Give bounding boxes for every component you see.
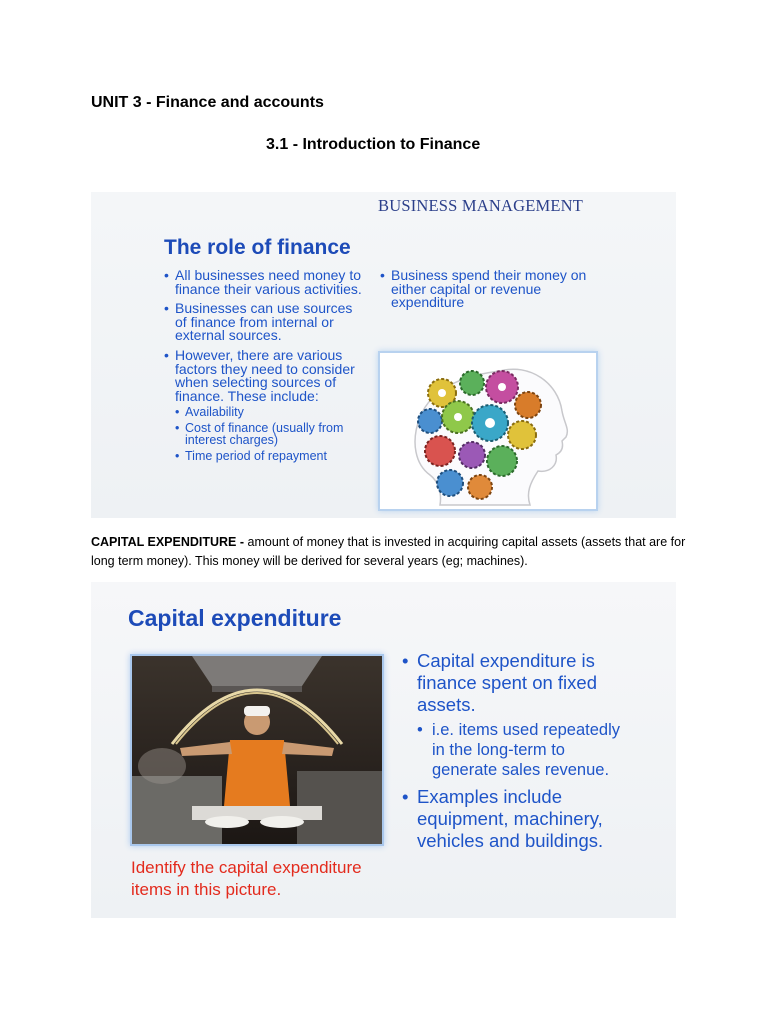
bullet-item xyxy=(164,346,364,463)
chef-photo-illustration xyxy=(132,656,382,844)
bullet-item xyxy=(402,650,632,780)
slide-heading: Capital expenditure xyxy=(128,605,342,631)
bullet-item: • Examples include equipment, machinery, vehicles and buildings. xyxy=(402,786,632,852)
bullet-text: However, there are various factors they need to consider when selecting sources of finance. These include: xyxy=(175,346,355,404)
unit-title: UNIT 3 - Finance and accounts xyxy=(91,94,324,111)
head-gears-illustration xyxy=(380,353,596,509)
capital-expenditure-definition xyxy=(91,533,691,571)
section-title: 3.1 - Introduction to Finance xyxy=(266,136,481,153)
role-of-finance-slide xyxy=(91,192,676,518)
bullet-item: • Business spend their money on either capital or revenue expenditure xyxy=(380,269,600,310)
bullet-item: • All businesses need money to finance their various activities. xyxy=(164,269,364,296)
capital-expenditure-slide xyxy=(91,582,676,918)
bullet-item: • Businesses can use sources of finance from internal or external sources. xyxy=(164,302,364,343)
capital-expenditure-bullets xyxy=(402,650,632,858)
chef-noodles-photo xyxy=(130,654,384,846)
money-gears-head-image xyxy=(378,351,598,511)
slide-caption: Identify the capital expenditure items in this picture. xyxy=(131,858,362,899)
bullet-text: Capital expenditure is finance spent on fixed assets. xyxy=(417,650,597,715)
right-bullet-list xyxy=(380,269,600,316)
definition-term: CAPITAL EXPENDITURE - xyxy=(91,535,245,549)
sub-bullet-item: • i.e. items used repeatedly in the long-term to generate sales revenue. xyxy=(417,720,632,780)
slide-brand: BUSINESS MANAGEMENT xyxy=(378,196,584,215)
definition-text: amount of money that is invested in acquiring capital assets (assets that are for long term money). This money will be derived for several years (eg; machines). xyxy=(91,535,686,568)
sub-bullet-item: • Availability xyxy=(175,406,364,419)
sub-bullet-item: • Cost of finance (usually from interest charges) xyxy=(175,422,364,447)
sub-bullet-list xyxy=(175,406,364,462)
left-bullet-list xyxy=(164,269,364,468)
sub-bullet-item: • Time period of repayment xyxy=(175,450,364,463)
sub-bullet-list xyxy=(417,720,632,780)
slide-heading: The role of finance xyxy=(164,236,351,259)
